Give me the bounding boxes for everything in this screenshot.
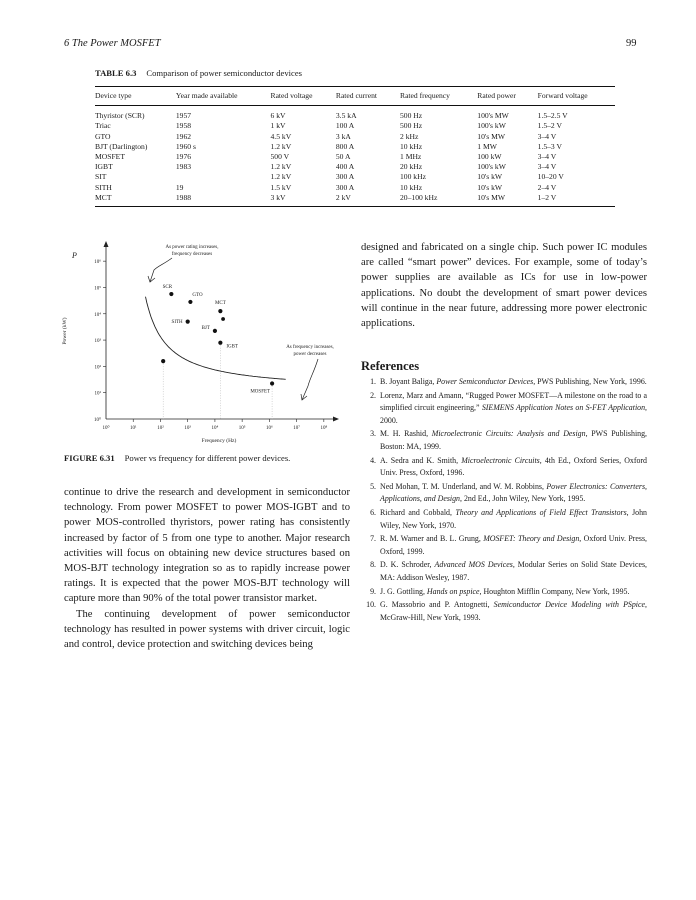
body-paragraph: continue to drive the research and development in semiconductor technology. From power MOSFET to power MOS-IGBT and to power MOS-controlled thyristors, power rating has consistently increased by factor of 5 from one type to another. Major research activities will focus on obtaining new device structures based on MOS-BJT technology integration so as to rapidly increase power ratings. It is expected that the power MOS-BJT technology will capture more than 90% of the total power transistor market. xyxy=(64,487,350,605)
table-column-header: Rated frequency xyxy=(400,91,450,100)
table-cell: 1.5–2 V xyxy=(537,121,562,131)
device-point xyxy=(270,381,274,385)
reference-item: 4. A. Sedra and K. Smith, Microelectronic Circuits, 4th Ed., Oxford Series, Oxford Univ. Press, Oxford, 1996. xyxy=(361,455,647,480)
table-row xyxy=(95,172,615,182)
table-cell: 1–2 V xyxy=(537,192,557,202)
reference-item: 1. B. Joyant Baliga, Power Semiconductor Devices, PWS Publishing, New York, 1996. xyxy=(361,376,647,389)
table-cell: 1.5–2.5 V xyxy=(537,111,568,121)
table-cell: BJT (Darlington) xyxy=(95,141,148,151)
annotation-arrow-right xyxy=(302,359,318,400)
table-cell: 100 kHz xyxy=(400,172,426,182)
device-label: BJT xyxy=(201,325,210,331)
table-cell: GTO xyxy=(95,131,111,141)
device-label: MCT xyxy=(214,301,226,307)
annotation-power-increases: As power rating increases, xyxy=(165,245,219,250)
table-cell: IGBT xyxy=(95,162,113,172)
reference-title: Power Semiconductor Devices xyxy=(436,377,534,386)
reference-title: Semiconductor Device Modeling with PSpice xyxy=(493,600,645,610)
table-cell: 2–4 V xyxy=(537,182,557,192)
reference-item: 8. D. K. Schroder, Advanced MOS Devices, Modular Series on Solid State Devices, MA: Addison Wesley, 1987. xyxy=(361,559,647,584)
table-cell: 500 V xyxy=(270,152,290,162)
device-label: SITH xyxy=(171,320,183,326)
table-cell: 300 A xyxy=(335,172,355,182)
running-header-chapter: 6 The Power MOSFET xyxy=(64,38,161,49)
table-cell: 1988 xyxy=(175,192,192,202)
reference-title: SIEMENS Application Notes on S-FET Application xyxy=(481,403,646,413)
table-cell: 2 kHz xyxy=(400,131,419,141)
reference-title: Power Electronics: Converters, Applications, and Design xyxy=(380,481,647,504)
y-tick-label: 10⁵ xyxy=(94,286,101,292)
chart-axes xyxy=(61,241,339,444)
device-point xyxy=(188,300,192,304)
table-cell: 1957 xyxy=(175,111,192,121)
table-column-header: Year made available xyxy=(175,91,238,100)
x-axis-arrow xyxy=(333,417,339,422)
annotation-frequency-increases: As frequency increases, xyxy=(286,345,334,350)
table-cell: 2 kV xyxy=(335,192,351,202)
reference-title: Hands on pspice xyxy=(426,586,480,596)
table-cell: 10's MW xyxy=(477,192,506,202)
device-point xyxy=(186,320,190,324)
annotation-arrow-top xyxy=(150,258,172,282)
x-tick-label: 10⁶ xyxy=(265,426,273,431)
table-cell: 10's kW xyxy=(477,182,503,192)
table-cell: 1.2 kV xyxy=(270,162,292,172)
reference-number: 9. xyxy=(370,586,376,596)
table-cell: 50 A xyxy=(335,152,351,162)
chart-marks xyxy=(161,285,274,394)
table-cell: 1.5 kV xyxy=(270,182,292,192)
table-cell: 3–4 V xyxy=(537,131,557,141)
y-tick-label: 10³ xyxy=(94,339,101,345)
device-label: GTO xyxy=(192,292,203,298)
y-axis-p-label: P xyxy=(72,251,77,260)
table-cell: 10 kHz xyxy=(400,141,423,151)
table-cell: 20–100 kHz xyxy=(400,192,438,202)
x-tick-label: 10⁴ xyxy=(211,426,219,431)
table-cell: 800 A xyxy=(335,141,355,151)
device-label: IGBT xyxy=(226,344,239,350)
body-paragraph: designed and fabricated on a single chip. Such power IC modules are called “smart power” devices. For example, some of today’s power supplies are available as ICs for use in low-power applications. No doubt the development of smart power devices will continue in the near future, addressing more power electronic applications. xyxy=(361,242,647,330)
table-cell: 1962 xyxy=(175,131,192,141)
device-point xyxy=(169,292,173,296)
body-paragraph: The continuing development of power semiconductor technology has resulted in power systems with driver circuit, logic and control, device protection and switching devices being xyxy=(64,608,350,651)
reference-number: 6. xyxy=(370,507,376,517)
table-column-header: Rated power xyxy=(477,91,516,100)
reference-number: 3. xyxy=(370,429,376,439)
figure-caption-text: Power vs frequency for different power devices. xyxy=(124,453,291,463)
table-cell xyxy=(176,172,271,182)
y-tick-label: 10⁴ xyxy=(94,312,101,318)
reference-item: 9. J. G. Gottling, Hands on pspice, Houghton Mifflin Company, New York, 1995. xyxy=(361,586,647,599)
reference-number: 7. xyxy=(370,534,376,544)
table-cell: 1958 xyxy=(175,121,192,131)
table-cell: 1.5–3 V xyxy=(537,141,562,151)
table-cell: 19 xyxy=(175,182,184,192)
table-cell: SITH xyxy=(95,182,112,192)
reference-item: 2. Lorenz, Marz and Amann, “Rugged Power MOSFET—A milestone on the road to a simplified circuit engineering,” SIEMENS Application Notes on S-FET Application, 2000. xyxy=(361,390,647,428)
x-tick-label: 10⁷ xyxy=(293,426,300,431)
table-cell: 10's kW xyxy=(477,172,503,182)
y-axis-label: Power (kW) xyxy=(62,317,68,345)
device-point xyxy=(161,359,165,363)
reference-number: 10. xyxy=(366,600,376,610)
reference-title: Microelectronic Circuits xyxy=(461,455,540,465)
reference-item: 7. R. M. Warner and B. L. Grung, MOSFET: Theory and Design, Oxford Univ. Press, Oxford, 1999. xyxy=(361,533,647,558)
table-cell: 1983 xyxy=(175,162,192,172)
y-tick-label: 10⁶ xyxy=(94,260,101,266)
table-cell: 3–4 V xyxy=(537,162,557,172)
table-cell: 100's kW xyxy=(477,121,506,131)
device-point xyxy=(213,329,217,333)
table-cell: 1 MW xyxy=(477,141,497,151)
device-point xyxy=(221,317,225,321)
reference-item: 3. M. H. Rashid, Microelectronic Circuits: Analysis and Design, PWS Publishing, Boston: MA, 1999. xyxy=(361,428,647,453)
reference-number: 4. xyxy=(370,455,376,465)
device-label: MOSFET xyxy=(250,389,271,395)
reference-number: 8. xyxy=(370,560,376,570)
table-cell: 500 Hz xyxy=(400,121,423,131)
table-cell: 1976 xyxy=(175,152,192,162)
reference-number: 5. xyxy=(370,481,376,491)
table-cell: 20 kHz xyxy=(400,162,423,172)
x-tick-label: 10⁵ xyxy=(238,426,246,431)
reference-title: Theory and Applications of Field Effect Transistors xyxy=(455,507,627,517)
x-tick-label: 10⁸ xyxy=(320,426,328,431)
table-cell: 400 A xyxy=(335,162,355,172)
table-cell: 100 kW xyxy=(477,152,502,162)
table-cell: 3 kV xyxy=(270,192,286,202)
x-axis-label: Frequency (Hz) xyxy=(201,438,237,444)
y-tick-label: 10⁰ xyxy=(93,418,101,423)
y-axis-arrow xyxy=(104,241,109,247)
table-column-header: Forward voltage xyxy=(537,91,588,100)
table-cell: SIT xyxy=(95,172,107,182)
table-header-row xyxy=(95,87,615,106)
table-label: TABLE 6.3 xyxy=(95,68,137,78)
right-column-text xyxy=(361,240,647,331)
reference-title: Microelectronic Circuits: Analysis and Design xyxy=(431,429,586,439)
table-cell: 6 kV xyxy=(270,111,286,121)
annotation-power-decreases: power decreases xyxy=(293,352,327,357)
table-caption xyxy=(95,68,302,78)
annotation-frequency-decreases: frequency decreases xyxy=(171,252,213,257)
table-row xyxy=(95,132,615,142)
table-cell: 100's kW xyxy=(477,162,506,172)
power-devices-table xyxy=(95,86,615,207)
table-column-header: Rated current xyxy=(335,91,377,100)
reference-title: MOSFET: Theory and Design xyxy=(483,534,580,544)
table-column-header: Rated voltage xyxy=(270,91,313,100)
reference-item: 6. Richard and Cobbald, Theory and Applications of Field Effect Transistors, John Wiley, New York, 1970. xyxy=(361,507,647,532)
device-label: SCR xyxy=(162,285,173,291)
page-number: 99 xyxy=(626,38,637,49)
table-cell: 1.2 kV xyxy=(270,141,292,151)
table-cell: 4.5 kV xyxy=(270,131,292,141)
table-row xyxy=(95,162,615,172)
table-cell: MCT xyxy=(95,192,112,202)
table-row xyxy=(95,142,615,152)
x-tick-label: 10¹ xyxy=(129,426,137,431)
x-tick-label: 10² xyxy=(157,426,164,431)
reference-item: 5. Ned Mohan, T. M. Underland, and W. M. Robbins, Power Electronics: Converters, Applications, and Design, 2nd Ed., John Wiley, New York, 1995. xyxy=(361,481,647,506)
table-cell: Triac xyxy=(95,121,111,131)
x-tick-label: 10³ xyxy=(184,426,191,431)
figure-caption xyxy=(64,453,290,463)
table-cell: 10 kHz xyxy=(400,182,423,192)
x-tick-label: 10⁰ xyxy=(102,426,110,431)
table-cell: 1960 s xyxy=(175,141,196,151)
table-cell: 10–20 V xyxy=(537,172,564,182)
table-cell: 3 kA xyxy=(335,131,351,141)
table-cell: 300 A xyxy=(335,182,355,192)
table-title: Comparison of power semiconductor devices xyxy=(146,68,302,78)
power-frequency-chart xyxy=(56,236,356,448)
power-frequency-envelope-curve xyxy=(146,297,286,380)
table-row xyxy=(95,152,615,162)
figure-label: FIGURE 6.31 xyxy=(64,453,115,463)
left-column-text xyxy=(64,485,350,652)
table-cell: 3–4 V xyxy=(537,152,557,162)
table-cell: 10's MW xyxy=(477,131,506,141)
device-point xyxy=(218,309,222,313)
table-row xyxy=(95,106,615,122)
table-cell: 3.5 kA xyxy=(335,111,357,121)
table-cell: Thyristor (SCR) xyxy=(95,111,145,121)
reference-title: Advanced MOS Devices xyxy=(434,560,513,570)
device-point xyxy=(218,341,222,345)
table-cell: MOSFET xyxy=(95,152,125,162)
references-list xyxy=(361,376,647,624)
reference-item: 10. G. Massobrio and P. Antognetti, Semiconductor Device Modeling with PSpice, McGraw-Hill, New York, 1993. xyxy=(361,599,647,624)
table-cell: 1 kV xyxy=(270,121,286,131)
table-row xyxy=(95,193,615,207)
table-row xyxy=(95,121,615,131)
table-cell: 1 MHz xyxy=(400,152,422,162)
table-cell: 100 A xyxy=(335,121,355,131)
y-tick-label: 10¹ xyxy=(94,391,101,397)
table-cell: 500 Hz xyxy=(400,111,423,121)
y-tick-label: 10² xyxy=(94,365,101,371)
table-row xyxy=(95,183,615,193)
table-column-header: Device type xyxy=(95,91,132,100)
references-heading: References xyxy=(361,359,420,373)
table-cell: 100's MW xyxy=(477,111,509,121)
reference-number: 2. xyxy=(370,390,376,400)
reference-number: 1. xyxy=(370,377,376,386)
table-cell: 1.2 kV xyxy=(270,172,292,182)
